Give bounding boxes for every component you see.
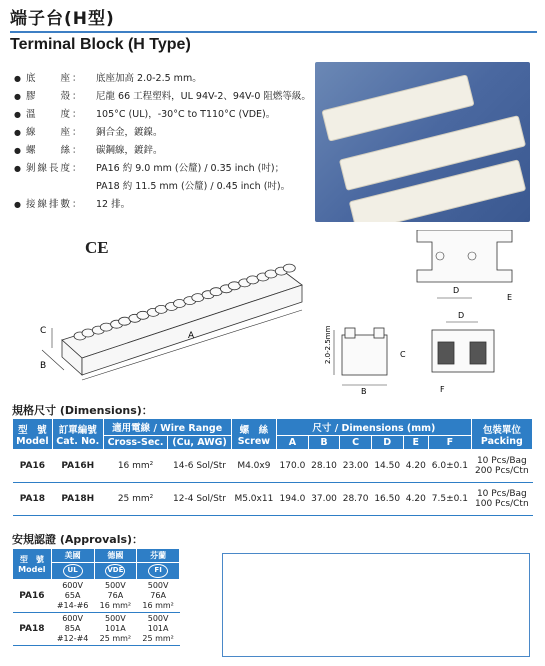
approvals-table (12, 548, 180, 646)
col-cat: 訂單編號 Cat. No. (52, 419, 103, 450)
technical-drawing (12, 230, 532, 405)
page-title-zh: 端子台(H型) (10, 9, 115, 29)
label-c-side: C (400, 350, 406, 359)
front-view-slot (438, 342, 454, 364)
label-c: C (40, 326, 47, 336)
bullet-icon: ● (14, 110, 21, 119)
side-view-screw (345, 328, 355, 338)
col-fi: 芬蘭 (137, 549, 180, 563)
bullet-icon: ● (14, 74, 21, 83)
col-packing: 包裝單位 Packing (471, 419, 532, 450)
side-view-screw (374, 328, 384, 338)
table-row: PA16 PA16H 16 mm² 14-6 Sol/Str M4.0x9 170.0 28.10 23.00 14.50 4.20 6.0±0.1 10 Pcs/Bag 200 Pcs/Ctn (13, 450, 533, 483)
fi-mark-icon: FI (148, 564, 168, 578)
table-row: PA18 600V 85A #12-#4 500V 101A 25 mm² 500V 101A 25 mm² (13, 613, 180, 646)
col-model: 型 號 Model (13, 549, 52, 580)
bullet-icon: ● (14, 92, 21, 101)
title-divider (10, 31, 537, 33)
col-wire: 適用電線 / Wire Range (103, 419, 231, 436)
dimensions-table (12, 418, 533, 516)
spec-item: ● 膠 殼： 尼龍 66 工程塑料，UL 94V-2、94V-0 阻燃等級。 (14, 88, 314, 106)
spec-item: ● 溫 度： 105°C (UL)，-30°C to T110°C (VDE)。 (14, 106, 314, 124)
label-e: E (507, 293, 513, 302)
dimensions-heading: 規格尺寸 (Dimensions)： (12, 404, 153, 417)
col-f: F (429, 436, 472, 450)
col-c: C (340, 436, 372, 450)
product-photo (315, 62, 530, 222)
col-model: 型 號 Model (13, 419, 53, 450)
approvals-heading: 安規認證 (Approvals)： (12, 533, 144, 546)
table-row: PA16 600V 65A #14-#6 500V 76A 16 mm² 500V 76A 16 mm² (13, 580, 180, 613)
bullet-icon: ● (14, 128, 21, 137)
spec-item: ● 螺 絲： 碳鋼線，鍍鋅。 (14, 142, 314, 160)
label-height: 2.0-2.5mm (324, 325, 332, 364)
spec-item: ● 底 座： 底座加高 2.0-2.5 mm。 (14, 70, 314, 88)
label-f: F (440, 385, 445, 394)
spec-item: ● 剝線長度： PA16 約 9.0 mm (公釐) / 0.35 inch (吋)； (14, 160, 314, 178)
side-view-body (342, 335, 387, 375)
top-view (417, 230, 512, 282)
label-a: A (188, 331, 195, 341)
spec-list (14, 70, 314, 214)
col-b: B (308, 436, 340, 450)
col-e: E (403, 436, 429, 450)
spec-item: PA18 約 11.5 mm (公釐) / 0.45 inch (吋)。 (96, 181, 291, 192)
bullet-icon: ● (14, 164, 21, 173)
page-title-en: Terminal Block (H Type) (10, 36, 191, 53)
col-de: 德國 (94, 549, 137, 563)
ce-mark: CE (85, 238, 109, 257)
screw-head (283, 264, 295, 272)
vde-mark-icon: VDE (105, 564, 125, 578)
bullet-icon: ● (14, 200, 21, 209)
col-us: 美國 (51, 549, 94, 563)
table-row: PA18 PA18H 25 mm² 12-4 Sol/Str M5.0x11 194.0 37.00 28.70 16.50 4.20 7.5±0.1 10 Pcs/Bag 100 Pcs/Ctn (13, 483, 533, 516)
label-d-top: D (453, 286, 460, 295)
bullet-icon: ● (14, 146, 21, 155)
col-cross: Cross-Sec. (103, 436, 168, 450)
empty-panel (222, 553, 530, 657)
col-d: D (371, 436, 403, 450)
label-d-front: D (458, 311, 465, 320)
front-view-slot (470, 342, 486, 364)
ul-mark-icon: UL (63, 564, 83, 578)
label-b-side: B (361, 387, 367, 396)
spec-item: ● 接線排數： 12 排。 (14, 196, 314, 214)
col-awg: (Cu, AWG) (168, 436, 231, 450)
col-dims: 尺寸 / Dimensions (mm) (277, 419, 472, 436)
label-b: B (40, 361, 47, 371)
col-a: A (277, 436, 309, 450)
col-screw: 螺 絲 Screw (231, 419, 277, 450)
spec-item: ● 線 座： 銅合金，鍍鎳。 (14, 124, 314, 142)
